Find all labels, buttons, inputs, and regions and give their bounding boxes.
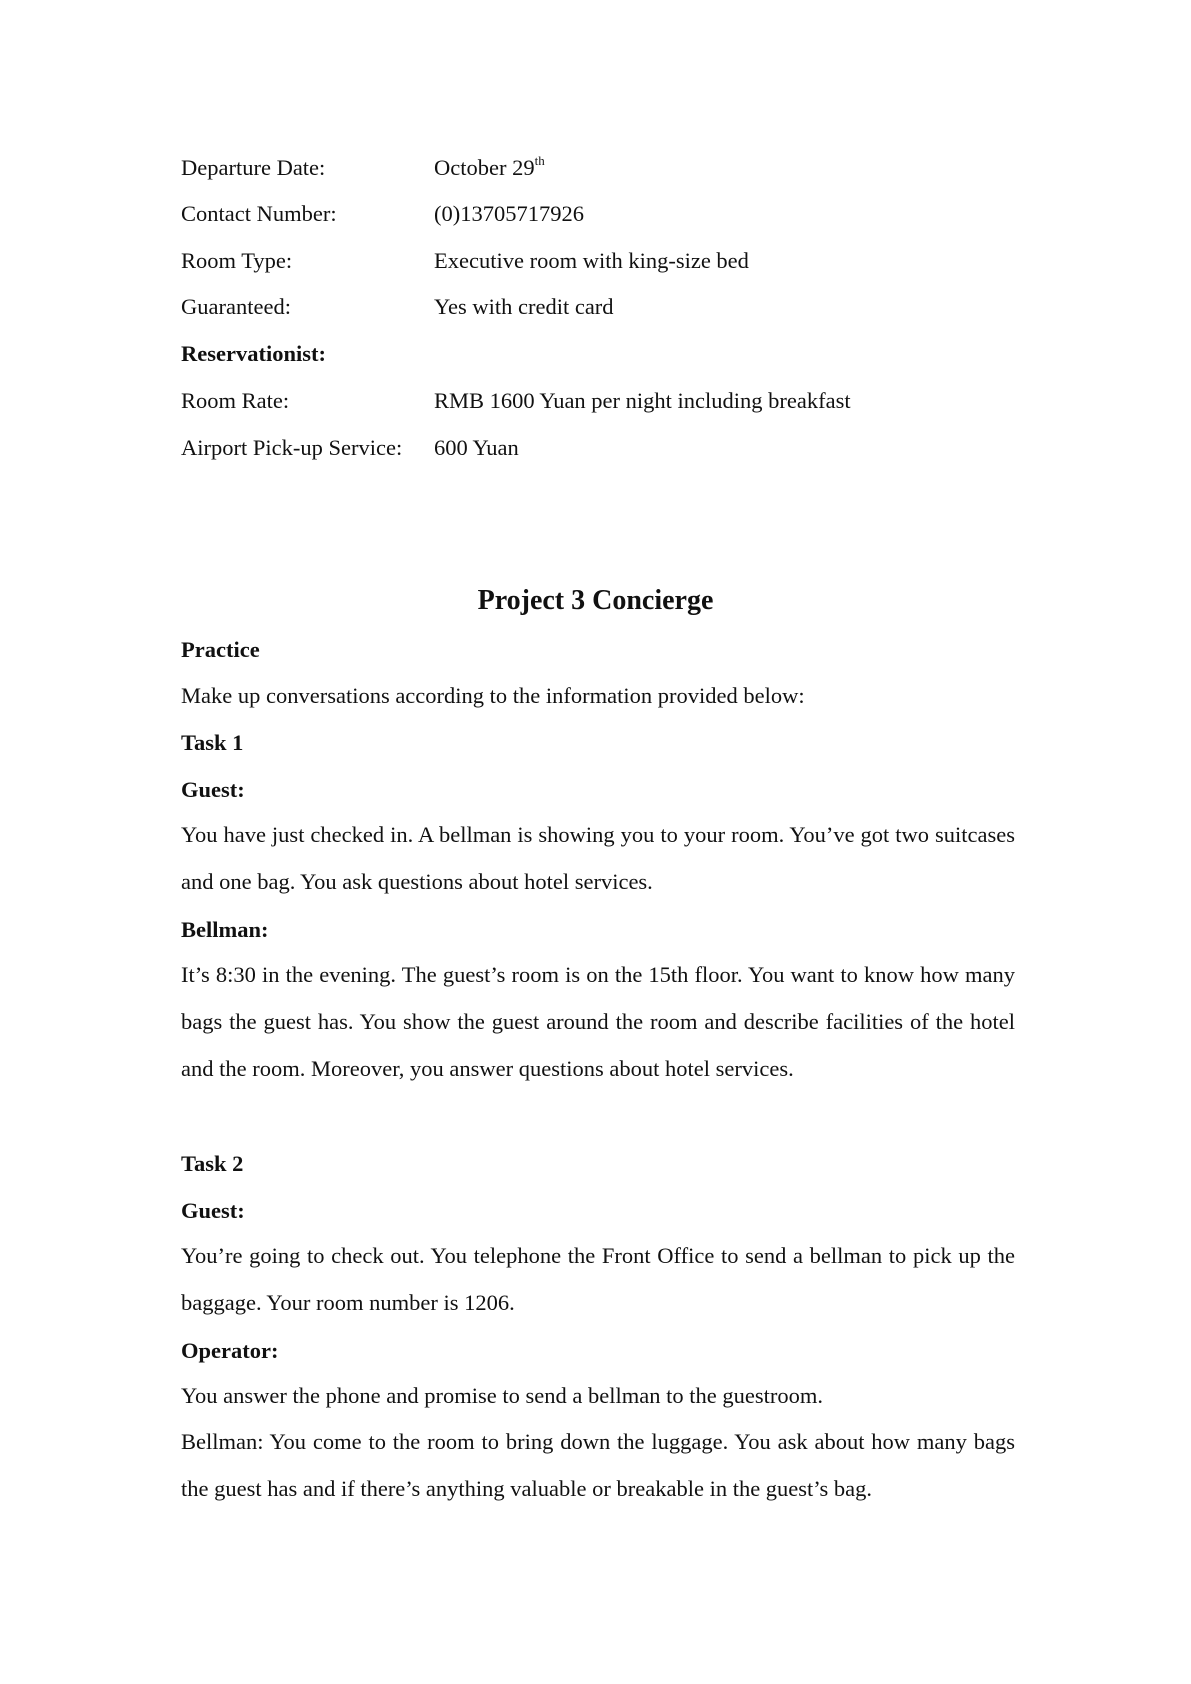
room-rate-value: RMB 1600 Yuan per night including breakfast [434, 388, 851, 413]
task2-operator-text: You answer the phone and promise to send a bellman to the guestroom. [181, 1383, 823, 1408]
room-rate-label: Room Rate: [181, 388, 290, 413]
task1-bellman-label: Bellman: [181, 917, 269, 942]
room-type-value: Executive room with king-size bed [434, 248, 749, 273]
departure-date-value [434, 154, 545, 182]
task1-guest-text: You have just checked in. A bellman is showing you to your room. You’ve got two suitcases and one bag. You ask questions about hotel services. [181, 822, 1015, 894]
guaranteed-label: Guaranteed: [181, 294, 291, 319]
airport-pickup-label: Airport Pick-up Service: [181, 435, 403, 460]
room-type-label: Room Type: [181, 248, 293, 273]
contact-number-value: (0)13705717926 [434, 201, 584, 226]
departure-date-text: October 29 [434, 155, 535, 180]
guaranteed-value: Yes with credit card [434, 294, 614, 319]
task1-guest-label: Guest: [181, 777, 245, 802]
contact-number-label: Contact Number: [181, 201, 337, 226]
task2-guest-text: You’re going to check out. You telephone the Front Office to send a bellman to pick up the baggage. Your room number is 1206. [181, 1243, 1015, 1315]
section-title: Project 3 Concierge [477, 585, 714, 616]
task2-guest-label: Guest: [181, 1198, 245, 1223]
instruction-text: Make up conversations according to the information provided below: [181, 683, 805, 708]
task2-operator-label: Operator: [181, 1338, 279, 1363]
departure-date-label: Departure Date: [181, 155, 326, 180]
task2-heading: Task 2 [181, 1151, 244, 1176]
reservationist-label: Reservationist: [181, 341, 326, 366]
practice-heading: Practice [181, 637, 260, 662]
task1-heading: Task 1 [181, 730, 244, 755]
task1-bellman-text: It’s 8:30 in the evening. The guest’s room is on the 15th floor. You want to know how many bags the guest has. You show the guest around the room and describe facilities of the hotel and the room. Moreover, you answer questions about hotel services. [181, 962, 1015, 1081]
airport-pickup-value: 600 Yuan [434, 435, 519, 460]
departure-date-suffix: th [534, 152, 545, 168]
task2-bellman-text: Bellman: You come to the room to bring down the luggage. You ask about how many bags the guest has and if there’s anything valuable or breakable in the guest’s bag. [181, 1429, 1015, 1501]
